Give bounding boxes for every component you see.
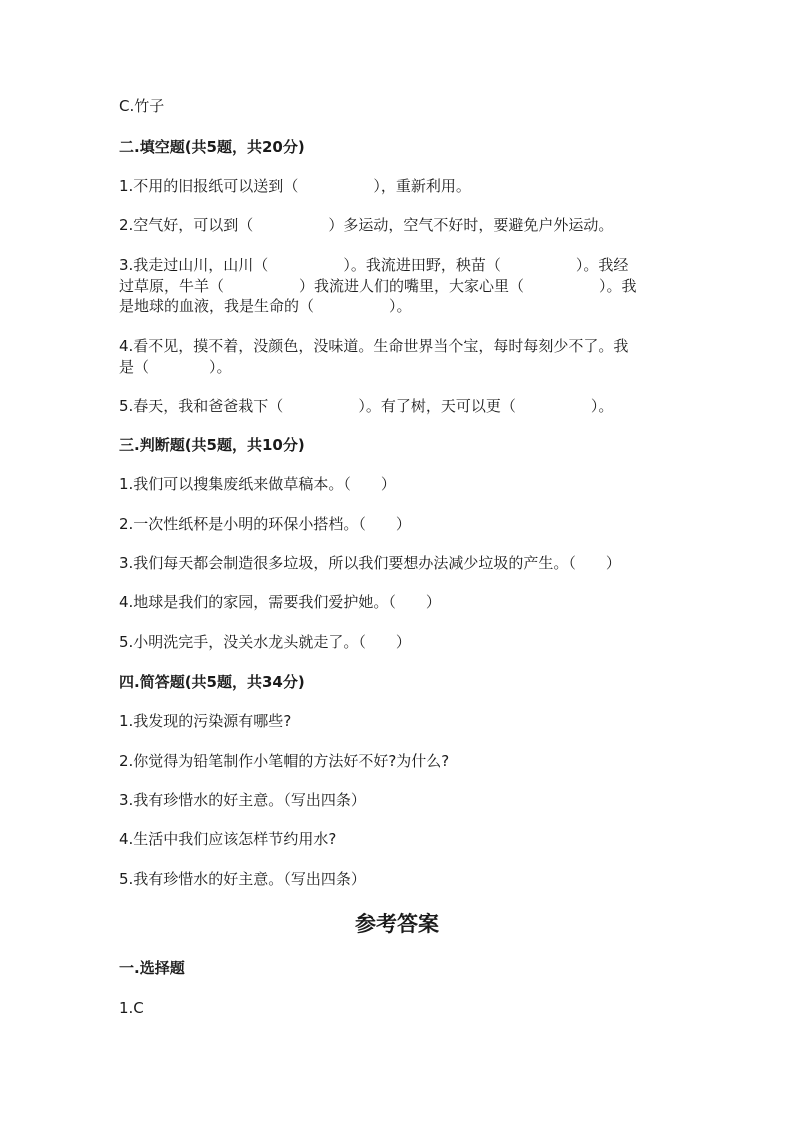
short-question-2: 2.你觉得为铅笔制作小笔帽的方法好不好?为什么? <box>119 752 450 770</box>
short-question-5: 5.我有珍惜水的好主意。（写出四条） <box>119 870 366 888</box>
short-question-4: 4.生活中我们应该怎样节约用水? <box>119 830 337 848</box>
judge-question-2: 2.一次性纸杯是小明的环保小搭档。（ ） <box>119 515 411 533</box>
judge-question-5: 5.小明洗完手，没关水龙头就走了。（ ） <box>119 633 411 651</box>
judge-question-3: 3.我们每天都会制造很多垃圾，所以我们要想办法减少垃圾的产生。（ ） <box>119 554 621 572</box>
fill-question-4-line-1: 4.看不见，摸不着，没颜色，没味道。生命世界当个宝，每时每刻少不了。我 <box>119 337 629 355</box>
short-question-3: 3.我有珍惜水的好主意。（写出四条） <box>119 791 366 809</box>
section-4-heading: 四.简答题(共5题，共34分) <box>119 673 305 691</box>
answers-title: 参考答案 <box>355 911 439 936</box>
fill-question-3-line-2: 过草原，牛羊（ ）我流进人们的嘴里，大家心里（ ）。我 <box>119 277 637 295</box>
fill-question-3-line-3: 是地球的血液，我是生命的（ ）。 <box>119 297 412 315</box>
short-question-1: 1.我发现的污染源有哪些? <box>119 712 292 730</box>
fill-question-5: 5.春天，我和爸爸栽下（ ）。有了树，天可以更（ ）。 <box>119 397 614 415</box>
option-c: C.竹子 <box>119 97 165 115</box>
judge-question-4: 4.地球是我们的家园，需要我们爱护她。（ ） <box>119 593 441 611</box>
answers-section-1-heading: 一.选择题 <box>119 959 185 977</box>
section-2-heading: 二.填空题(共5题，共20分) <box>119 138 305 156</box>
answer-1: 1.C <box>119 999 144 1017</box>
section-3-heading: 三.判断题(共5题，共10分) <box>119 436 305 454</box>
fill-question-4-line-2: 是（ ）。 <box>119 358 232 376</box>
fill-question-2: 2.空气好，可以到（ ）多运动，空气不好时，要避免户外运动。 <box>119 216 614 234</box>
judge-question-1: 1.我们可以搜集废纸来做草稿本。（ ） <box>119 475 396 493</box>
fill-question-1: 1.不用的旧报纸可以送到（ ），重新利用。 <box>119 177 471 195</box>
fill-question-3-line-1: 3.我走过山川，山川（ ）。我流进田野，秧苗（ ）。我经 <box>119 256 629 274</box>
